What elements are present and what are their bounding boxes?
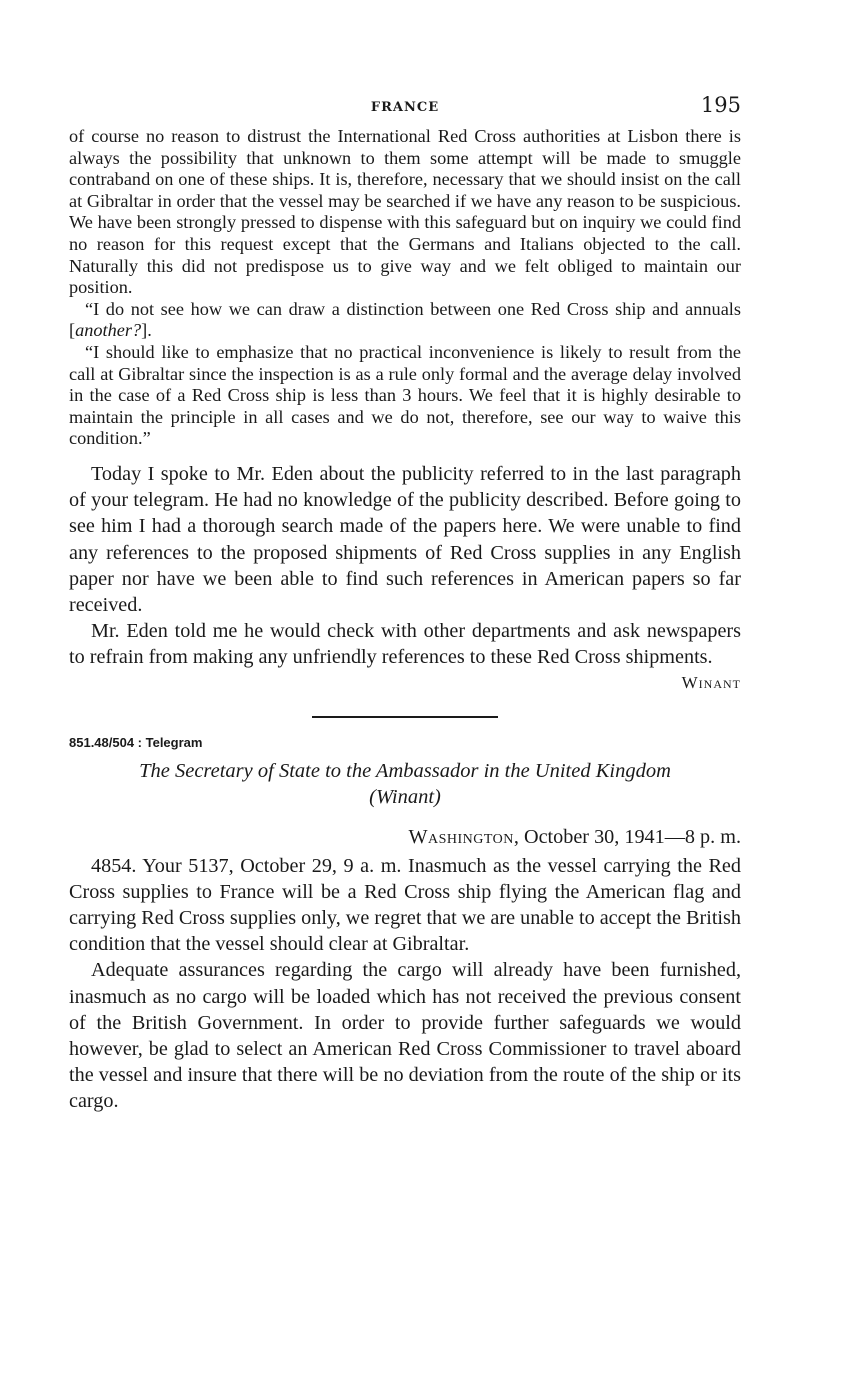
dateline xyxy=(69,826,741,849)
quoted-paragraph: of course no reason to distrust the International Red Cross authorities at Lisbon there is always the possibility that unknown to them some attempt will be made to smuggle contraband on one of these ships. It is, therefore, necessary that we should insist on the call at Gibraltar in order that the vessel may be searched if we have any reason to be suspicious. We have been strongly pressed to dispense with this safeguard but on inquiry we could find no reason for this request except that the Germans and Italians objected to the call. Naturally this did not predispose us to give way and we felt obliged to maintain our position. xyxy=(69,126,741,298)
telegram-body xyxy=(69,853,741,1115)
quoted-paragraph: “I do not see how we can draw a distinction between one Red Cross ship and annuals [another?]. xyxy=(69,298,741,341)
bracketed-note: another? xyxy=(75,320,142,341)
quoted-paragraph: “I should like to emphasize that no practical inconvenience is likely to result from the call at Gibraltar since the inspection is as a rule only formal and the average delay involved in the case of a Red Cross ship is less than 3 hours. We feel that it is highly desirable to maintain the principle in all cases and we do not, therefore, see our way to waive this condition.” xyxy=(69,341,741,449)
dateline-date: , October 30, 1941—8 p. m. xyxy=(513,825,741,848)
telegram-paragraph: 4854. Your 5137, October 29, 9 a. m. Inasmuch as the vessel carrying the Red Cross supplies to France will be a Red Cross ship flying the American flag and carrying Red Cross supplies only, we regret that we are unable to accept the British condition that the vessel should clear at Gibraltar. xyxy=(69,854,741,956)
body-text xyxy=(69,461,741,671)
running-header xyxy=(69,90,741,126)
document-heading xyxy=(69,758,741,810)
body-paragraph: Mr. Eden told me he would check with other departments and ask newspapers to refrain from making any unfriendly references to these Red Cross shipments. xyxy=(69,620,741,669)
running-title: FRANCE xyxy=(370,100,440,115)
signature: Winant xyxy=(681,672,741,692)
heading-line: (Winant) xyxy=(369,785,441,808)
quoted-paragraph-text: “I do not see how we can draw a distinction between one Red Cross ship and annuals xyxy=(85,298,741,319)
heading-line: The Secretary of State to the Ambassador in the United Kingdom xyxy=(139,759,671,782)
document-page xyxy=(69,90,741,1115)
body-paragraph: Today I spoke to Mr. Eden about the publicity referred to in the last paragraph of your telegram. He had no knowledge of the publicity described. Before going to see him I had a thorough search made of the papers here. We were unable to find any references to the proposed shipments of Red Cross supplies in any English paper nor have we been able to find such references in American papers so far received. xyxy=(69,462,741,616)
section-divider xyxy=(312,716,498,718)
dateline-place: Washington xyxy=(408,825,514,848)
page-number: 195 xyxy=(700,93,741,117)
file-number: 851.48/504 : Telegram xyxy=(69,734,203,750)
telegram-paragraph: Adequate assurances regarding the cargo will already have been furnished, inasmuch as no cargo will be loaded which has not received the previous consent of the British Government. In order to provide further safeguards we would however, be glad to select an American Red Cross Commissioner to travel aboard the vessel and insure that there will be no deviation from the route of the ship or its cargo. xyxy=(69,959,741,1113)
quoted-telegram xyxy=(69,126,741,450)
